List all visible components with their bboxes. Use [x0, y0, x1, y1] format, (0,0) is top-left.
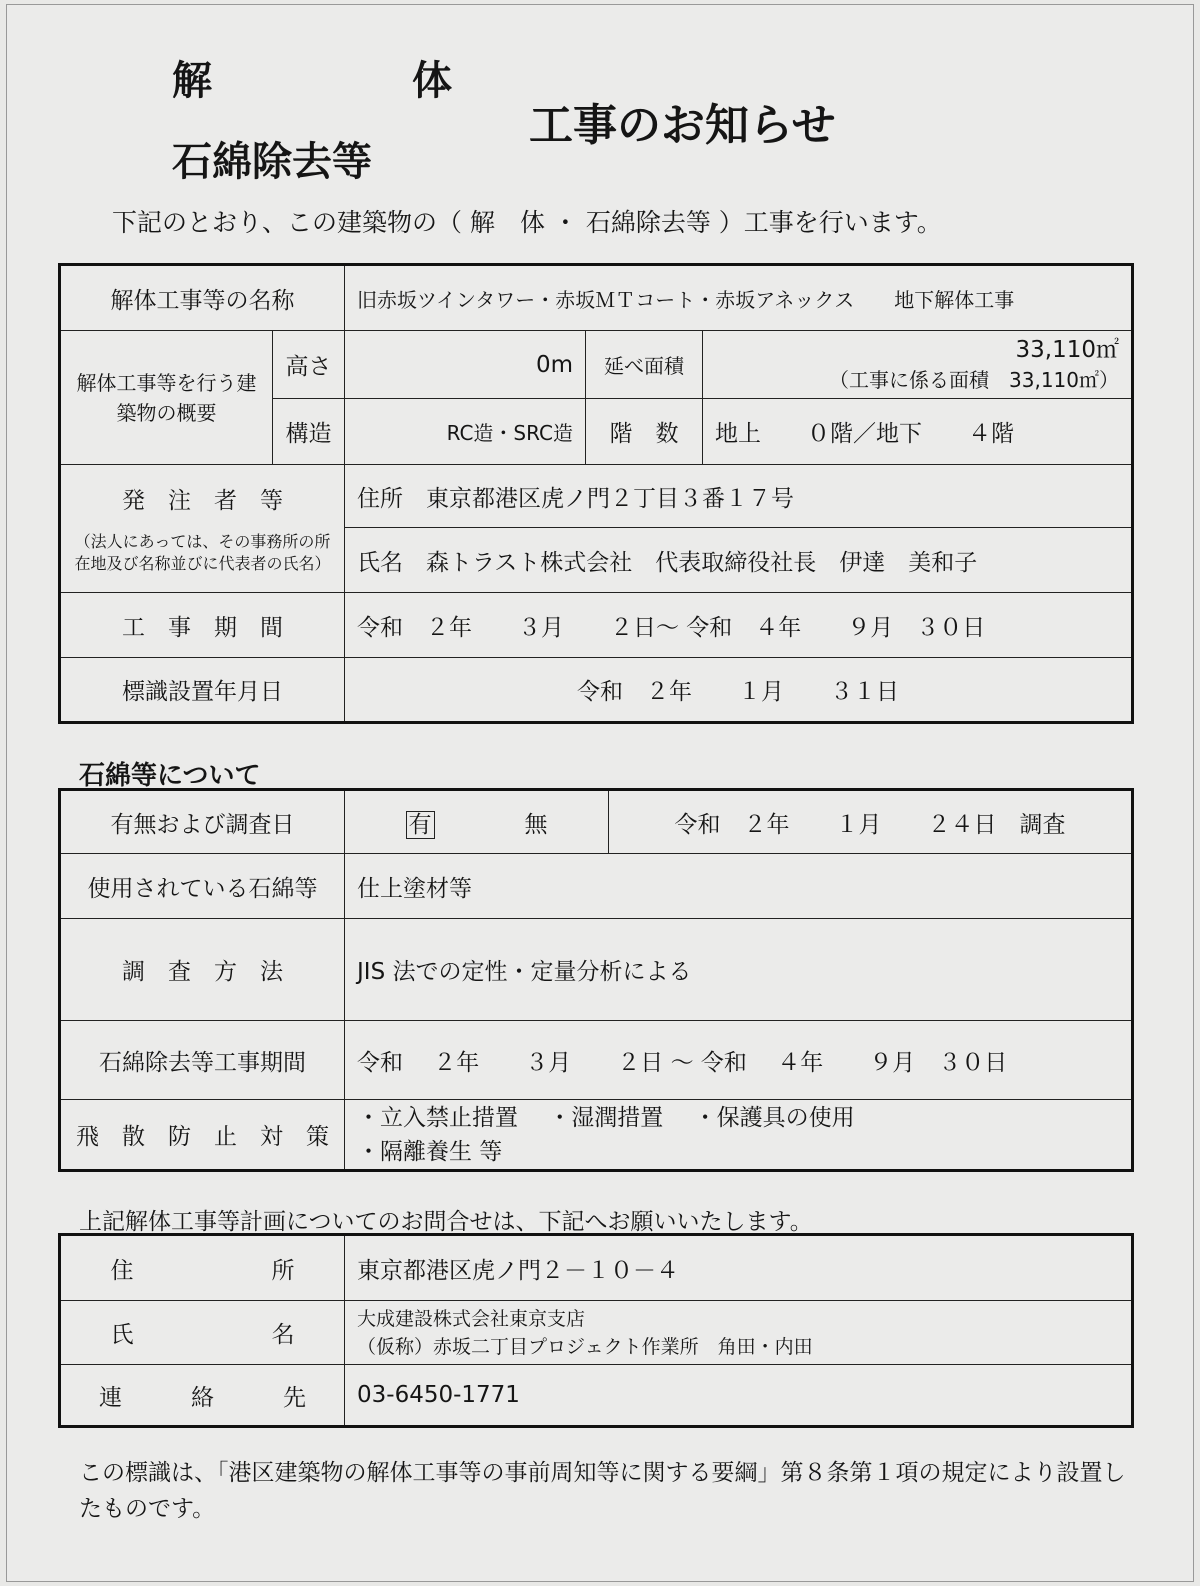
- contact-address-value: 東京都港区虎ノ門２－１０－４: [345, 1235, 1133, 1301]
- presence-label: 有無および調査日: [60, 790, 345, 854]
- client-label: 発 注 者 等: [122, 488, 283, 514]
- demolition-table: [58, 263, 1134, 724]
- measures-label: 飛 散 防 止 対 策: [60, 1100, 345, 1171]
- lead-text: 下記のとおり、この建築物の（ 解 体 ・ 石綿除去等 ）工事を行います。: [112, 208, 942, 237]
- method-value: JIS 法での定性・定量分析による: [345, 919, 1133, 1021]
- asbestos-heading: 石綿等について: [79, 761, 261, 791]
- floors-value: 地上 ０階／地下 ４階: [703, 399, 1133, 465]
- name-label: 解体工事等の名称: [60, 265, 345, 331]
- used-label: 使用されている石綿等: [60, 854, 345, 919]
- overview-label: 解体工事等を行う建築物の概要: [60, 331, 273, 465]
- period-value: 令和 ２年 ３月 ２日～ 令和 ４年 ９月 ３０日: [345, 593, 1133, 658]
- title-notice: 工事のお知らせ: [529, 100, 836, 151]
- floors-label: 階 数: [586, 399, 703, 465]
- sign-date-value: 令和 ２年 １月 ３１日: [345, 658, 1133, 723]
- contact-address-label: 住 所: [60, 1235, 345, 1301]
- height-label: 高さ: [273, 331, 345, 399]
- height-value: 0m: [345, 331, 586, 399]
- structure-label: 構造: [273, 399, 345, 465]
- contact-name-label: 氏 名: [60, 1301, 345, 1365]
- client-name: 氏名 森トラスト株式会社 代表取締役社長 伊達 美和子: [345, 528, 1133, 593]
- client-note: （法人にあっては、その事務所の所在地及び名称並びに代表者の氏名）: [74, 532, 331, 573]
- inquiry-text: 上記解体工事等計画についてのお問合せは、下記へお願いいたします。: [79, 1209, 813, 1235]
- used-value: 仕上塗材等: [345, 854, 1133, 919]
- title-asbestos: 石綿除去等: [172, 139, 372, 185]
- contact-table: [58, 1233, 1134, 1428]
- presence-yes: 有: [406, 811, 435, 839]
- name-value: 旧赤坂ツインタワー・赤坂ＭＴコート・赤坂アネックス 地下解体工事: [345, 265, 1133, 331]
- title-demolition-1: 解: [172, 58, 216, 104]
- client-address: 住所 東京都港区虎ノ門２丁目３番１７号: [345, 465, 1133, 528]
- structure-value: RC造・SRC造: [345, 399, 586, 465]
- area-work-value: （工事に係る面積 33,110㎡）: [829, 367, 1119, 392]
- area-label: 延べ面積: [586, 331, 703, 399]
- survey-date: 令和 ２年 １月 ２４日 調査: [609, 790, 1133, 854]
- contact-phone-value: 03-6450-1771: [345, 1365, 1133, 1427]
- area-value: 33,110㎡: [1015, 336, 1119, 363]
- measures-line2: ・隔離養生 等: [357, 1138, 503, 1165]
- contact-name-line2: （仮称）赤坂二丁目プロジェクト作業所 角田・内田: [357, 1335, 813, 1358]
- method-label: 調 査 方 法: [60, 919, 345, 1021]
- notice-sign: [6, 4, 1194, 1582]
- asbestos-table: [58, 788, 1134, 1172]
- measures-line1: ・立入禁止措置 ・湿潤措置 ・保護具の使用: [357, 1104, 855, 1131]
- asbestos-period-value: 令和 ２年 ３月 ２日 ～ 令和 ４年 ９月 ３０日: [345, 1021, 1133, 1100]
- contact-name-line1: 大成建設株式会社東京支店: [357, 1307, 586, 1330]
- sign-date-label: 標識設置年月日: [60, 658, 345, 723]
- period-label: 工 事 期 間: [60, 593, 345, 658]
- footer-note: この標識は、「港区建築物の解体工事等の事前周知等に関する要綱」第８条第１項の規定により設置したものです。: [79, 1460, 1126, 1522]
- contact-phone-label: 連 絡 先: [60, 1365, 345, 1427]
- title-demolition-2: 体: [412, 58, 452, 104]
- asbestos-period-label: 石綿除去等工事期間: [60, 1021, 345, 1100]
- presence-no: 無: [524, 811, 548, 838]
